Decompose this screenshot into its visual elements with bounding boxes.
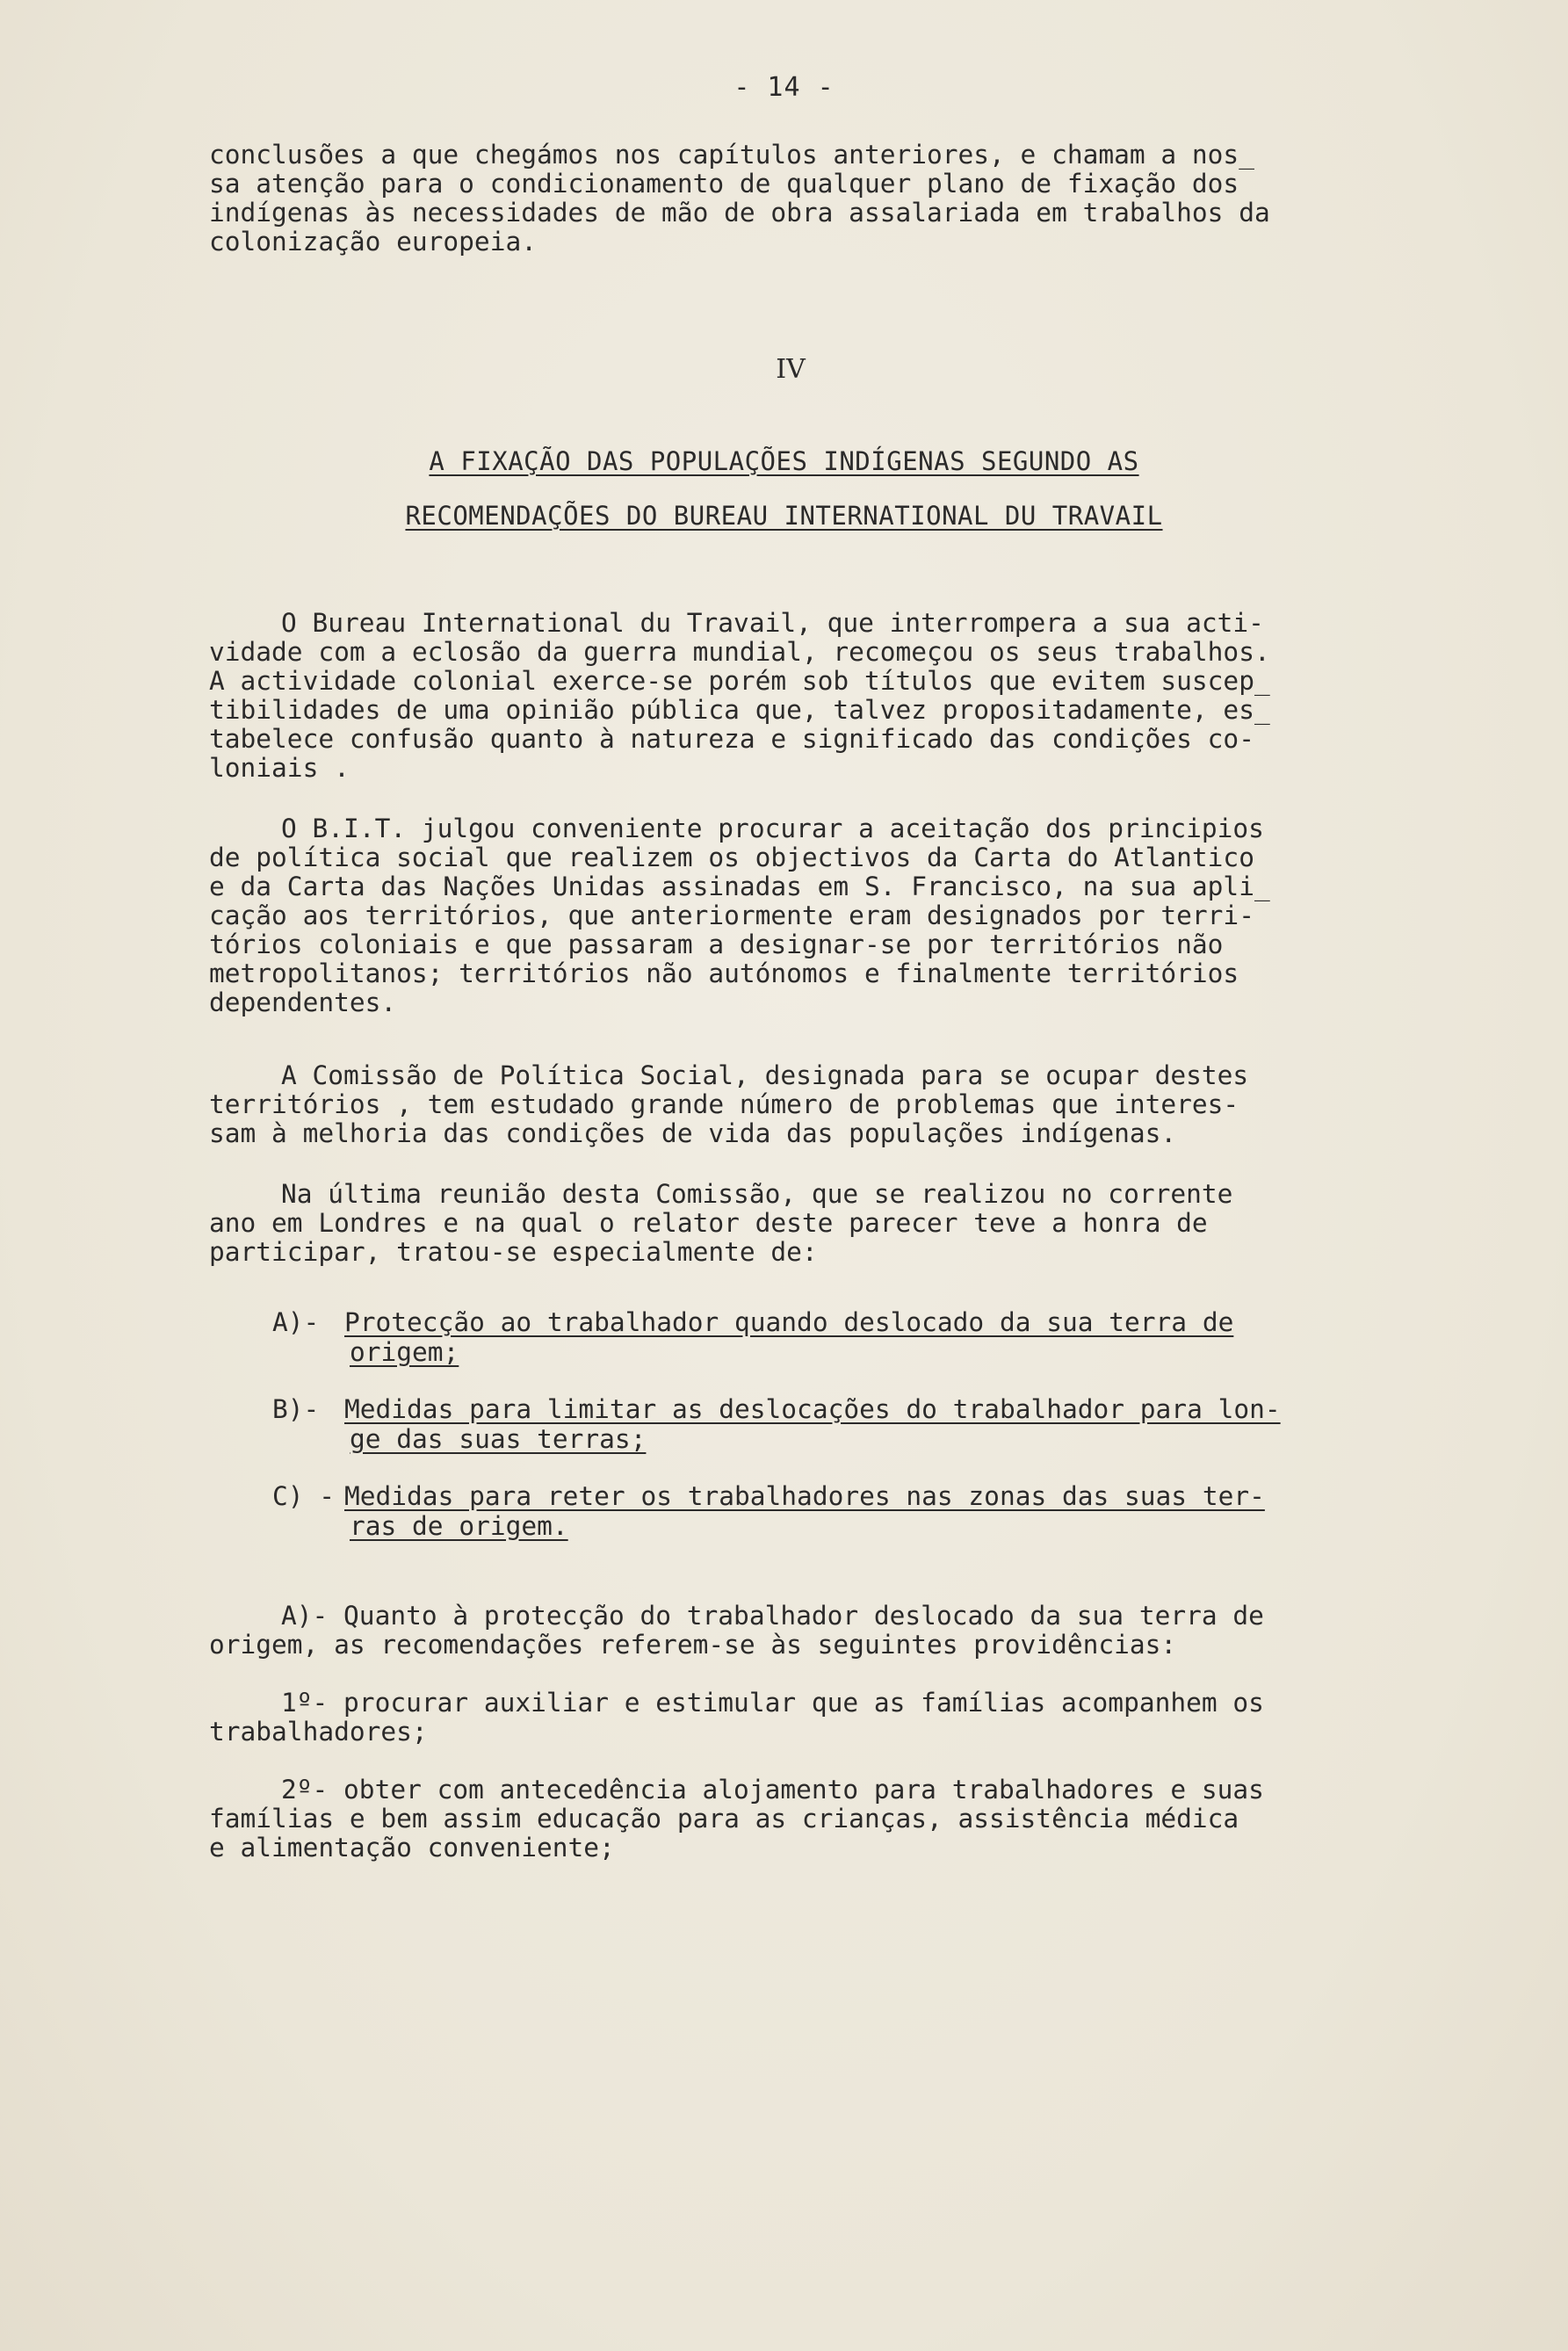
section-title-text-1: A FIXAÇÃO DAS POPULAÇÕES INDÍGENAS SEGUNDO AS <box>429 446 1139 476</box>
text-line: tibilidades de uma opinião pública que, talvez propositadamente, es_ <box>209 695 1270 725</box>
list-item-a <box>272 1307 1414 1367</box>
page-number: - 14 - <box>733 72 835 103</box>
text-line: e da Carta das Nações Unidas assinadas em S. Francisco, na sua apli_ <box>209 872 1270 901</box>
text-line: famílias e bem assim educação para as crianças, assistência médica <box>209 1804 1239 1834</box>
text-line: ano em Londres e na qual o relator deste parecer teve a honra de <box>209 1208 1208 1238</box>
text-line: 1º- procurar auxiliar e estimular que as famílias acompanhem os <box>281 1688 1264 1718</box>
section-number: IV <box>776 354 806 385</box>
list-item-text: Medidas para reter os trabalhadores nas zonas das suas ter- <box>344 1481 1265 1511</box>
list-item-text-cont: ge das suas terras; <box>350 1424 647 1454</box>
text-line: indígenas às necessidades de mão de obra assalariada em trabalhos da <box>209 198 1270 228</box>
text-line: tabelece confusão quanto à natureza e significado das condições co- <box>209 724 1254 754</box>
text-line: de política social que realizem os objectivos da Carta do Atlantico <box>209 843 1254 872</box>
list-marker: B)- <box>272 1394 320 1424</box>
intro-paragraph <box>209 141 1395 257</box>
text-line: loniais . <box>209 753 350 783</box>
text-line: trabalhadores; <box>209 1717 428 1747</box>
text-line: e alimentação conveniente; <box>209 1833 615 1863</box>
text-line: participar, tratou-se especialmente de: <box>209 1237 818 1267</box>
text-line: metropolitanos; territórios não autónomos e finalmente territórios <box>209 958 1239 988</box>
text-line: cação aos territórios, que anteriormente eram designados por terri- <box>209 901 1254 930</box>
text-line: Na última reunião desta Comissão, que se realizou no corrente <box>281 1179 1233 1209</box>
text-line: 2º- obter com antecedência alojamento para trabalhadores e suas <box>281 1775 1264 1805</box>
text-line: colonização europeia. <box>209 227 537 257</box>
paragraph-commission <box>209 1061 1395 1148</box>
paragraph-bit-intro <box>209 609 1395 783</box>
section-title-line-2 <box>0 501 1568 531</box>
list-item-b <box>272 1394 1414 1454</box>
section-title-text-2: RECOMENDAÇÕES DO BUREAU INTERNATIONAL DU TRAVAIL <box>405 501 1163 531</box>
text-line: origem, as recomendações referem-se às seguintes providências: <box>209 1630 1177 1660</box>
paragraph-protection <box>209 1602 1395 1660</box>
text-line: A Comissão de Política Social, designada para se ocupar destes <box>281 1060 1249 1090</box>
text-line: sa atenção para o condicionamento de qualquer plano de fixação dos <box>209 169 1239 199</box>
text-line: territórios , tem estudado grande número de problemas que interes- <box>209 1089 1239 1119</box>
paragraph-provision-1 <box>209 1689 1395 1747</box>
text-line: O B.I.T. julgou conveniente procurar a aceitação dos principios <box>281 814 1264 843</box>
list-marker: C) - <box>272 1481 336 1511</box>
paragraph-meeting <box>209 1180 1395 1267</box>
text-line: dependentes. <box>209 987 397 1017</box>
text-line: tórios coloniais e que passaram a designar-se por territórios não <box>209 930 1224 959</box>
paragraph-bit-policy <box>209 814 1395 1017</box>
list-item-text-cont: ras de origem. <box>350 1511 568 1541</box>
text-line: vidade com a eclosão da guerra mundial, recomeçou os seus trabalhos. <box>209 637 1270 667</box>
list-item-text-cont: origem; <box>350 1337 459 1367</box>
list-marker: A)- <box>272 1307 320 1337</box>
section-title-line-1 <box>0 446 1568 476</box>
text-line: A)- Quanto à protecção do trabalhador deslocado da sua terra de <box>281 1601 1264 1631</box>
text-line: sam à melhoria das condições de vida das populações indígenas. <box>209 1118 1177 1148</box>
list-item-text: Medidas para limitar as deslocações do trabalhador para lon- <box>344 1394 1281 1424</box>
text-line: A actividade colonial exerce-se porém sob títulos que evitem suscep_ <box>209 666 1270 696</box>
text-line: conclusões a que chegámos nos capítulos anteriores, e chamam a nos_ <box>209 140 1254 170</box>
text-line: O Bureau International du Travail, que interrompera a sua acti- <box>281 608 1264 638</box>
list-item-c <box>272 1481 1414 1541</box>
paragraph-provision-2 <box>209 1776 1395 1863</box>
list-item-text: Protecção ao trabalhador quando deslocado da sua terra de <box>344 1307 1234 1337</box>
